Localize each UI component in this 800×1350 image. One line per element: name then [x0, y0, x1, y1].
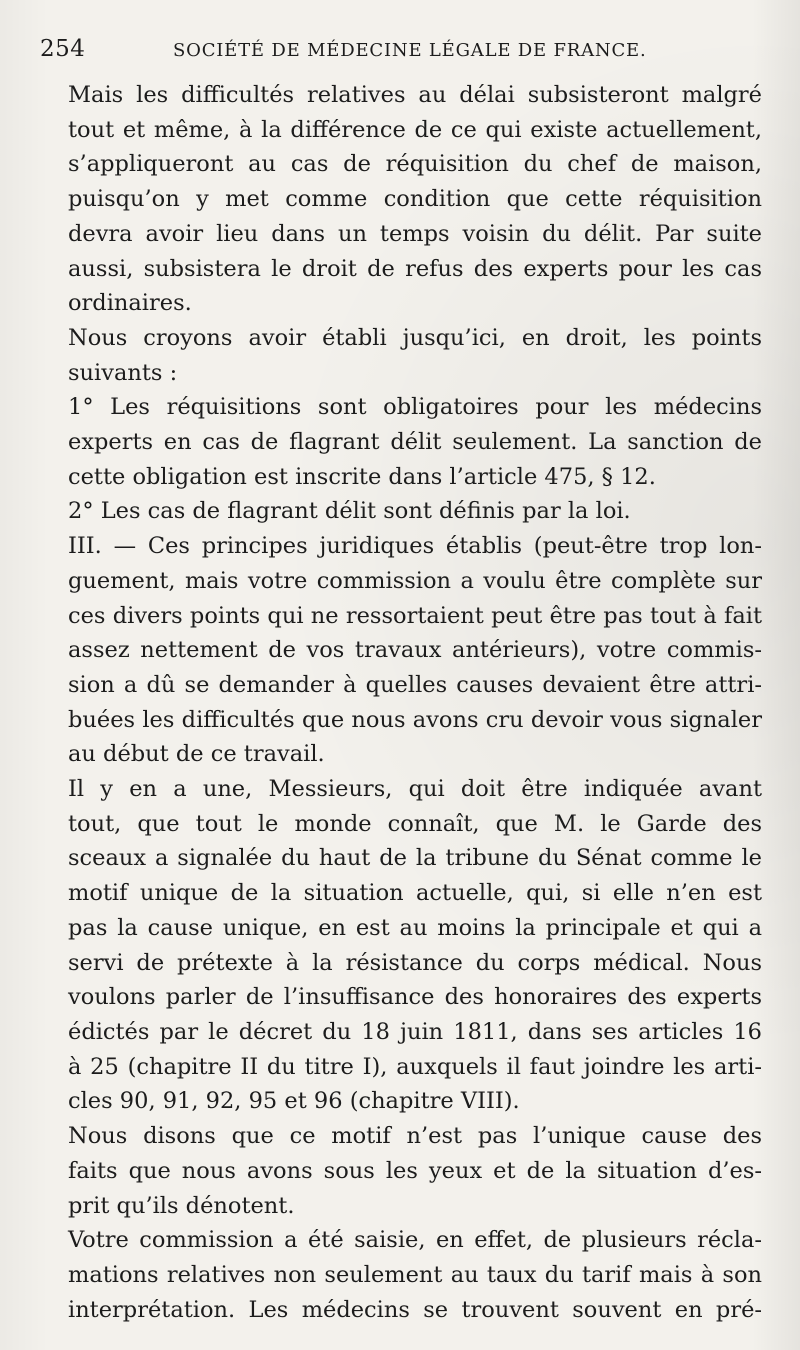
text-line: 2° Les cas de flagrant délit sont définis par la loi.: [68, 498, 631, 525]
paragraph: [40, 772, 762, 1119]
page-number: 254: [40, 36, 86, 62]
paragraph: [40, 321, 762, 390]
paragraph: [40, 494, 762, 529]
paragraph: [40, 78, 762, 321]
text-line: guement, mais votre commission a voulu être complète sur: [68, 567, 762, 594]
page-header: [40, 36, 760, 66]
text-line: Nous disons que ce motif n’est pas l’unique cause des: [68, 1123, 762, 1150]
text-line: cette obligation est inscrite dans l’article 475, § 12.: [68, 463, 656, 490]
text-line: servi de prétexte à la résistance du corps médical. Nous: [68, 949, 762, 976]
text-line: pas la cause unique, en est au moins la principale et qui a: [68, 914, 762, 941]
text-line: tout, que tout le monde connaît, que M. le Garde des: [68, 810, 762, 837]
text-line: buées les difficultés que nous avons cru devoir vous signaler: [68, 706, 762, 733]
text-line: voulons parler de l’insuffisance des honoraires des experts: [68, 984, 762, 1011]
text-line: ces divers points qui ne ressortaient peut être pas tout à fait: [68, 602, 762, 629]
text-line: au début de ce travail.: [68, 741, 325, 768]
text-line: sceaux a signalée du haut de la tribune du Sénat comme le: [68, 845, 762, 872]
text-line: édictés par le décret du 18 juin 1811, dans ses articles 16: [68, 1018, 762, 1045]
text-line: motif unique de la situation actuelle, qui, si elle n’en est: [68, 880, 762, 907]
text-line: s’appliqueront au cas de réquisition du chef de maison,: [68, 151, 762, 178]
text-line: assez nettement de vos travaux antérieurs), votre commis-: [68, 637, 762, 664]
text-line: puisqu’on y met comme condition que cette réquisition: [68, 186, 762, 213]
text-line: Il y en a une, Messieurs, qui doit être indiquée avant: [68, 776, 762, 803]
paragraph: [40, 390, 762, 494]
text-body: [40, 78, 762, 1327]
text-line: mations relatives non seulement au taux du tarif mais à son: [68, 1261, 762, 1288]
text-line: faits que nous avons sous les yeux et de la situation d’es-: [68, 1157, 762, 1184]
text-line: aussi, subsistera le droit de refus des experts pour les cas: [68, 255, 762, 282]
text-line: sion a dû se demander à quelles causes devaient être attri-: [68, 671, 762, 698]
text-line: à 25 (chapitre II du titre I), auxquels il faut joindre les arti-: [68, 1053, 762, 1080]
text-line: III. — Ces principes juridiques établis (peut-être trop lon-: [68, 533, 762, 560]
running-title: SOCIÉTÉ DE MÉDECINE LÉGALE DE FRANCE.: [173, 40, 647, 61]
paragraph: [40, 529, 762, 772]
text-line: Mais les difficultés relatives au délai subsisteront malgré: [68, 82, 762, 108]
text-line: experts en cas de flagrant délit seulement. La sanction de: [68, 429, 762, 456]
text-line: prit qu’ils dénotent.: [68, 1192, 295, 1219]
text-line: devra avoir lieu dans un temps voisin du délit. Par suite: [68, 220, 762, 247]
text-line: suivants :: [68, 359, 178, 386]
text-line: ordinaires.: [68, 290, 192, 317]
text-line: Nous croyons avoir établi jusqu’ici, en droit, les points: [68, 324, 762, 351]
paragraph: [40, 1119, 762, 1223]
text-line: interprétation. Les médecins se trouvent souvent en pré-: [68, 1296, 762, 1323]
text-line: Votre commission a été saisie, en effet, de plusieurs récla-: [68, 1227, 762, 1254]
text-line: tout et même, à la différence de ce qui existe actuellement,: [68, 116, 762, 143]
paragraph: [40, 1223, 762, 1327]
text-line: 1° Les réquisitions sont obligatoires pour les médecins: [68, 394, 762, 421]
text-line: cles 90, 91, 92, 95 et 96 (chapitre VIII).: [68, 1088, 520, 1115]
